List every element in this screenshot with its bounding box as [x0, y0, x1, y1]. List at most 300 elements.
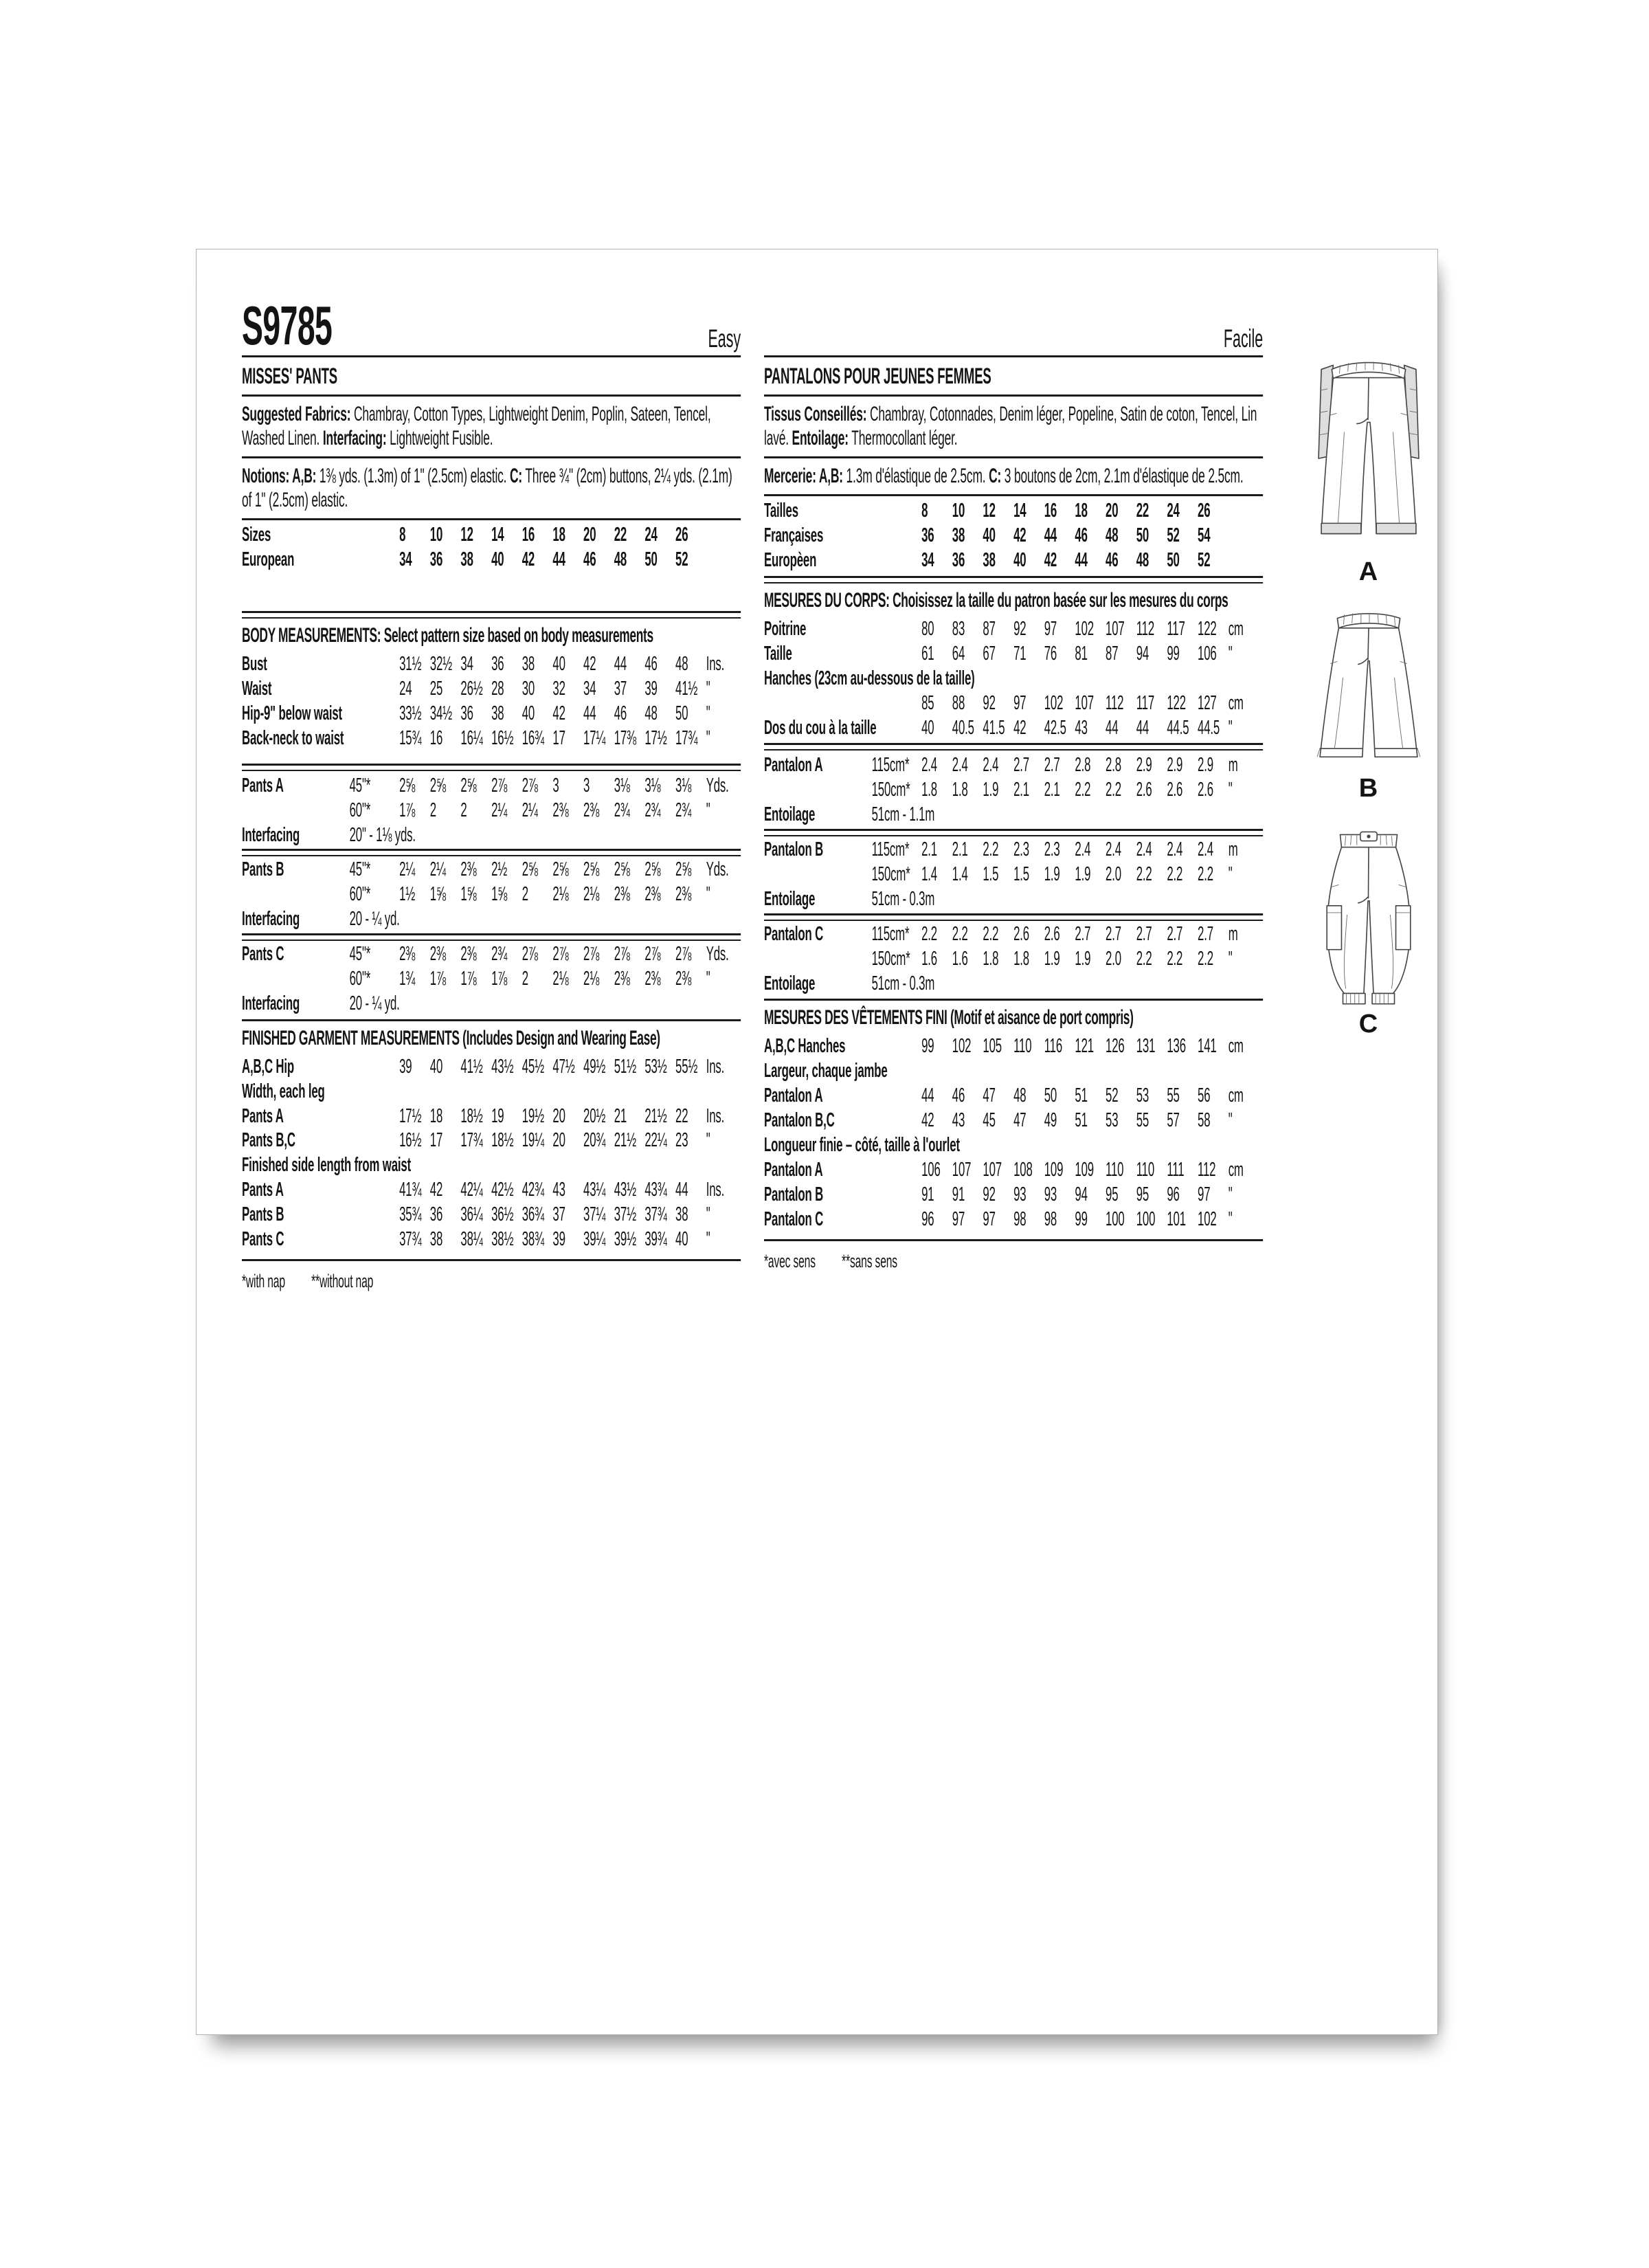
value-cell: 3⅛ — [614, 774, 630, 797]
value-cell: 17½ — [399, 1104, 422, 1127]
value-cell: 8 — [921, 500, 928, 522]
value-cell: 38 — [952, 524, 965, 547]
value-cell: 2.4 — [983, 754, 999, 777]
rule — [764, 999, 1263, 1001]
value-cell: 44.5 — [1198, 716, 1220, 739]
table-row — [764, 803, 1263, 827]
table-row — [242, 702, 741, 726]
value-cell: 38 — [491, 702, 504, 724]
value-cell: 2.4 — [1106, 838, 1121, 861]
value-cell: 2.8 — [1106, 754, 1121, 777]
value-cell: 2.7 — [1013, 754, 1029, 777]
value-cell: 34 — [583, 678, 596, 700]
row-label: Pantalon C — [764, 922, 824, 945]
value-cell: 97 — [952, 1208, 965, 1230]
value-cell: 112 — [1106, 691, 1124, 714]
value-cell: 1¾ — [399, 967, 416, 990]
row-label: Pantalon A — [764, 1085, 823, 1107]
value-cell: 1⅞ — [429, 967, 446, 990]
value-cell: 37 — [552, 1203, 565, 1226]
value-cell: 111 — [1167, 1158, 1185, 1181]
table-rule — [242, 933, 741, 941]
text: Chambray, Cotton Types, Lightweight Denim, Poplin, Sateen, Tencel, Washed Linen. — [242, 403, 711, 450]
value-cell: 1⅞ — [491, 967, 508, 990]
row-label: Sizes — [242, 524, 271, 546]
rule — [242, 394, 741, 397]
table-row — [764, 922, 1263, 947]
row-sublabel: 45"* — [349, 858, 371, 881]
value-cell: 109 — [1044, 1158, 1064, 1181]
title-en: MISSES' PANTS — [242, 364, 337, 388]
row-label: Width, each leg — [242, 1080, 325, 1102]
value-cell: 44 — [1044, 524, 1057, 547]
value-cell: 91 — [952, 1183, 965, 1205]
table-rule — [764, 829, 1263, 836]
english-column — [242, 291, 741, 1292]
value-cell: 102 — [1075, 617, 1094, 640]
value-cell: 2.2 — [983, 838, 999, 861]
value-cell: 16 — [429, 726, 443, 749]
table-row — [242, 799, 741, 823]
value-cell: 94 — [1136, 642, 1149, 665]
value-cell: 46 — [583, 548, 596, 571]
value-cell: 38 — [675, 1203, 688, 1226]
value-cell: 2⅜ — [675, 967, 692, 990]
value-cell: 12 — [460, 524, 473, 546]
value-cell: 2⅜ — [460, 943, 477, 966]
difficulty-label-en: Easy — [708, 324, 741, 353]
value-cell: 24 — [644, 524, 658, 546]
value-cell: 19 — [491, 1104, 504, 1127]
value-cell: 35¾ — [399, 1203, 422, 1226]
table-row — [764, 642, 1263, 667]
value-cell: 40 — [429, 1055, 443, 1078]
unit-cell: " — [706, 967, 710, 990]
value-cell: 25 — [429, 678, 443, 700]
value-cell: 105 — [983, 1035, 1002, 1058]
text: Three ¾" (2cm) buttons, 2¼ yds. (2.1m) of 1" (2.5cm) elastic. — [242, 465, 732, 512]
metrage-table — [764, 752, 1263, 997]
value-cell: 100 — [1136, 1208, 1156, 1230]
value-cell: 40 — [1013, 549, 1027, 572]
value-cell: 99 — [1075, 1208, 1088, 1230]
value-cell: 2.1 — [1013, 779, 1029, 801]
table-row — [242, 1055, 741, 1080]
table-row — [242, 1080, 741, 1104]
value-cell: 97 — [1198, 1183, 1211, 1205]
row-label: Pants B,C — [242, 1129, 295, 1152]
value-cell: 80 — [921, 617, 934, 640]
value-cell: 112 — [1198, 1158, 1216, 1181]
value-cell: 39 — [552, 1227, 565, 1250]
mesures-corps-heading: MESURES DU CORPS: Choisissez la taille du patron basée sur les mesures du corps — [764, 588, 1229, 612]
value-cell: 43½ — [491, 1055, 514, 1078]
value-cell: 38 — [521, 653, 535, 676]
unit-cell: " — [1228, 863, 1233, 885]
table-row — [242, 942, 741, 967]
french-column — [764, 291, 1263, 1272]
value-cell: 2⅝ — [429, 774, 446, 797]
value-cell: 92 — [983, 691, 996, 714]
value-cell: 2⅜ — [644, 883, 661, 906]
value-cell: 24 — [399, 678, 412, 700]
value-cell: 2.4 — [1167, 838, 1183, 861]
value-cell: 17¼ — [583, 726, 606, 749]
value-cell: 2.7 — [1198, 922, 1213, 945]
row-sublabel: 60"* — [349, 967, 371, 990]
value-cell: 2¾ — [644, 799, 661, 821]
value-cell: 2⅜ — [460, 858, 477, 881]
row-label: Interfacing — [242, 823, 300, 846]
rule — [242, 1019, 741, 1021]
value-cell: 16¼ — [460, 726, 483, 749]
value-cell: 2¼ — [491, 799, 508, 821]
value-cell: 50 — [644, 548, 658, 571]
value-cell: 53 — [1136, 1085, 1149, 1107]
value-cell: 2.7 — [1167, 922, 1183, 945]
unit-cell: " — [1228, 779, 1233, 801]
table-row — [242, 823, 741, 848]
table-row — [764, 1109, 1263, 1133]
value-cell: 48 — [614, 548, 627, 571]
row-sublabel: 60"* — [349, 883, 371, 906]
table-row — [764, 617, 1263, 642]
text: 3 boutons de 2cm, 2.1m d'élastique de 2.5cm. — [1001, 465, 1244, 488]
value-cell: 39 — [399, 1055, 412, 1078]
table-row — [764, 1208, 1263, 1232]
value-cell: 20 — [552, 1129, 565, 1152]
value-cell: 126 — [1106, 1035, 1125, 1058]
value-cell: 88 — [952, 691, 965, 714]
value-cell: 1.9 — [1075, 947, 1091, 970]
value-cell: 2.0 — [1106, 863, 1121, 885]
row-label: Hanches (23cm au-dessous de la taille) — [764, 667, 975, 689]
bold-text: C: — [989, 465, 1002, 488]
value-cell: 1.4 — [921, 863, 937, 885]
footnote-sans-sens: **sans sens — [842, 1250, 897, 1271]
table-row — [242, 907, 741, 932]
table-row — [242, 1129, 741, 1153]
value-cell: 117 — [1136, 691, 1155, 714]
row-label: Pants A — [242, 774, 284, 797]
value-cell: 3 — [552, 774, 559, 797]
value-cell: 44 — [1136, 716, 1149, 739]
value-cell: 2⅝ — [399, 774, 416, 797]
value-cell: 93 — [1044, 1183, 1057, 1205]
value-cell: 2.2 — [921, 922, 937, 945]
unit-cell: " — [1228, 642, 1233, 665]
view-b-label: B — [1358, 774, 1378, 803]
row-sublabel: 150cm* — [871, 947, 910, 970]
value-cell: 102 — [1044, 691, 1064, 714]
value-cell: 21 — [614, 1104, 627, 1127]
value-cell: 28 — [491, 678, 504, 700]
value-cell: 15¾ — [399, 726, 422, 749]
garment-views — [1288, 291, 1449, 1060]
value-cell: 16½ — [491, 726, 514, 749]
value-cell: 46 — [1106, 549, 1119, 572]
spacer — [242, 574, 741, 610]
row-label: A,B,C Hip — [242, 1055, 294, 1078]
value-cell: 26 — [675, 524, 688, 546]
value-cell: 2.3 — [1013, 838, 1029, 861]
value-cell: 39¾ — [644, 1227, 667, 1250]
unit-cell: " — [1228, 716, 1233, 739]
row-label: Entoilage — [764, 803, 816, 826]
value-cell: 1.8 — [1013, 947, 1029, 970]
row-label: Pants A — [242, 1179, 284, 1201]
unit-cell: " — [706, 799, 710, 821]
value-cell: 2½ — [491, 858, 508, 881]
value-cell: 97 — [1013, 691, 1027, 714]
value-cell: 37¾ — [644, 1203, 667, 1226]
value-cell: 2.4 — [1198, 838, 1213, 861]
value-cell: 26½ — [460, 678, 483, 700]
bold-text: Notions: A,B: — [242, 465, 317, 488]
value-cell: 20 — [1106, 500, 1119, 522]
value-cell: 12 — [983, 500, 996, 522]
row-label: Pantalon B,C — [764, 1109, 835, 1132]
value-cell: 91 — [921, 1183, 934, 1205]
value-cell: 3⅛ — [644, 774, 661, 797]
value-cell: 22 — [675, 1104, 688, 1127]
table-row — [242, 1203, 741, 1227]
value-cell: 2⅜ — [583, 799, 600, 821]
notions-text — [242, 460, 741, 517]
value-cell: 44 — [1075, 549, 1088, 572]
value-cell: 2.0 — [1106, 947, 1121, 970]
value-cell: 40.5 — [952, 716, 974, 739]
rule-double — [242, 764, 741, 771]
row-label: Hip-9" below waist — [242, 702, 342, 724]
table-row — [242, 1153, 741, 1178]
value-cell: 20½ — [583, 1104, 606, 1127]
value-cell: 47 — [1013, 1109, 1027, 1132]
table-row — [764, 838, 1263, 863]
bold-text: C: — [509, 465, 523, 488]
value-cell: 50 — [1167, 549, 1180, 572]
value-cell: 2⅛ — [583, 967, 600, 990]
value-cell: 2⅝ — [675, 858, 692, 881]
value-cell: 87 — [983, 617, 996, 640]
row-label: Back-neck to waist — [242, 726, 344, 749]
row-label: Pantalon C — [764, 1208, 824, 1230]
value-cell: 2.1 — [921, 838, 937, 861]
value-cell: 14 — [491, 524, 504, 546]
value-cell: 55 — [1136, 1109, 1149, 1132]
rule-double — [764, 576, 1263, 583]
value-cell: 2.2 — [1198, 863, 1213, 885]
value-cell: 1.6 — [921, 947, 937, 970]
value-cell: 18½ — [460, 1104, 483, 1127]
unit-cell: " — [706, 1129, 710, 1152]
value-cell: 40 — [552, 653, 565, 676]
value-cell: 94 — [1075, 1183, 1088, 1205]
value-cell: 58 — [1198, 1109, 1211, 1132]
value-cell: 43 — [952, 1109, 965, 1132]
english-header — [242, 291, 741, 357]
row-sublabel: 45"* — [349, 943, 371, 966]
row-text: 51cm - 1.1m — [871, 803, 935, 826]
value-cell: 2.4 — [921, 754, 937, 777]
rule — [764, 394, 1263, 397]
table-row — [242, 774, 741, 799]
value-cell: 52 — [675, 548, 688, 571]
row-sublabel: 60"* — [349, 799, 371, 821]
value-cell: 37¼ — [583, 1203, 606, 1226]
value-cell: 21½ — [614, 1129, 636, 1152]
value-cell: 17⅜ — [614, 726, 636, 749]
value-cell: 102 — [1198, 1208, 1217, 1230]
value-cell: 36 — [491, 653, 504, 676]
value-cell: 34 — [399, 548, 412, 571]
value-cell: 42¾ — [521, 1179, 544, 1201]
text: Lightweight Fusible. — [386, 427, 493, 450]
pants-a-illustration — [1316, 348, 1421, 555]
value-cell: 116 — [1044, 1035, 1063, 1058]
row-label: Pants C — [242, 1227, 284, 1250]
value-cell: 136 — [1167, 1035, 1186, 1058]
value-cell: 2¾ — [675, 799, 692, 821]
value-cell: 41½ — [675, 678, 698, 700]
mercerie-text — [764, 460, 1263, 493]
table-row — [764, 1133, 1263, 1158]
row-label: Entoilage — [764, 887, 816, 910]
value-cell: 64 — [952, 642, 965, 665]
value-cell: 110 — [1013, 1035, 1032, 1058]
value-cell: 17 — [429, 1129, 443, 1152]
value-cell: 20 — [583, 524, 596, 546]
value-cell: 2⅝ — [460, 774, 477, 797]
value-cell: 1½ — [399, 883, 416, 906]
value-cell: 1.5 — [1013, 863, 1029, 885]
row-label: Bust — [242, 653, 267, 676]
table-row — [764, 524, 1263, 548]
value-cell: 2.2 — [1198, 947, 1213, 970]
value-cell: 34 — [460, 653, 473, 676]
value-cell: 1.9 — [1044, 863, 1060, 885]
body-measurements-table — [242, 651, 741, 753]
table-row — [764, 863, 1263, 887]
unit-cell: " — [1228, 1183, 1233, 1205]
value-cell: 52 — [1167, 524, 1180, 547]
row-text: 51cm - 0.3m — [871, 972, 935, 994]
table-row — [764, 887, 1263, 912]
value-cell: 2.7 — [1044, 754, 1060, 777]
body-measurements-heading: BODY MEASUREMENTS: Select pattern size based on body measurements — [242, 624, 653, 647]
table-rule — [764, 913, 1263, 921]
value-cell: 17¾ — [675, 726, 698, 749]
rule — [242, 1259, 741, 1261]
row-label: Pants C — [242, 943, 284, 966]
table-row — [764, 1183, 1263, 1208]
value-cell: 38 — [429, 1227, 443, 1250]
value-cell: 16½ — [399, 1129, 422, 1152]
value-cell: 2⅜ — [614, 967, 630, 990]
row-label: Pants A — [242, 1104, 284, 1127]
value-cell: 93 — [1013, 1183, 1027, 1205]
value-cell: 102 — [952, 1035, 972, 1058]
table-row — [764, 691, 1263, 716]
value-cell: 16 — [1044, 500, 1057, 522]
unit-cell: Ins. — [706, 1055, 725, 1078]
table-row — [764, 716, 1263, 741]
value-cell: 81 — [1075, 642, 1088, 665]
table-row — [764, 753, 1263, 778]
table-row — [764, 1084, 1263, 1109]
unit-cell: Yds. — [706, 774, 729, 797]
value-cell: 36 — [429, 548, 443, 571]
value-cell: 42 — [429, 1179, 443, 1201]
bold-text: Mercerie: A,B: — [764, 465, 843, 488]
value-cell: 96 — [1167, 1183, 1180, 1205]
row-label: Dos du cou à la taille — [764, 716, 877, 739]
value-cell: 2⅜ — [644, 967, 661, 990]
value-cell: 127 — [1198, 691, 1217, 714]
value-cell: 38¼ — [460, 1227, 483, 1250]
value-cell: 19½ — [521, 1104, 544, 1127]
value-cell: 20¾ — [583, 1129, 606, 1152]
value-cell: 36 — [952, 549, 965, 572]
value-cell: 43 — [552, 1179, 565, 1201]
value-cell: 2⅞ — [521, 774, 538, 797]
value-cell: 51 — [1075, 1085, 1088, 1107]
table-row — [242, 523, 741, 548]
table-row — [764, 947, 1263, 972]
value-cell: 2¼ — [521, 799, 538, 821]
value-cell: 37½ — [614, 1203, 636, 1226]
value-cell: 67 — [983, 642, 996, 665]
value-cell: 49 — [1044, 1109, 1057, 1132]
value-cell: 40 — [675, 1227, 688, 1250]
unit-cell: m — [1228, 754, 1238, 777]
value-cell: 2.7 — [1106, 922, 1121, 945]
value-cell: 2.2 — [1136, 863, 1152, 885]
value-cell: 36¾ — [521, 1203, 544, 1226]
value-cell: 97 — [983, 1208, 996, 1230]
value-cell: 38 — [460, 548, 473, 571]
value-cell: 98 — [1013, 1208, 1027, 1230]
value-cell: 83 — [952, 617, 965, 640]
value-cell: 39½ — [614, 1227, 636, 1250]
value-cell: 1.9 — [1044, 947, 1060, 970]
view-a — [1316, 348, 1421, 587]
unit-cell: " — [706, 883, 710, 906]
value-cell: 2.4 — [1075, 838, 1091, 861]
value-cell: 2¾ — [614, 799, 630, 821]
value-cell: 108 — [1013, 1158, 1033, 1181]
value-cell: 43½ — [614, 1179, 636, 1201]
value-cell: 92 — [1013, 617, 1027, 640]
table-row — [242, 548, 741, 572]
value-cell: 1⅞ — [460, 967, 477, 990]
value-cell: 2⅛ — [552, 967, 569, 990]
value-cell: 50 — [675, 702, 688, 724]
unit-cell: cm — [1228, 1158, 1244, 1181]
value-cell: 99 — [1167, 642, 1180, 665]
value-cell: 76 — [1044, 642, 1057, 665]
value-cell: 2⅞ — [644, 943, 661, 966]
rule-double — [764, 743, 1263, 751]
value-cell: 16¾ — [521, 726, 544, 749]
value-cell: 55 — [1167, 1085, 1180, 1107]
text: 1.3m d'élastique de 2.5cm. — [842, 465, 989, 488]
footnote-with-nap: *with nap — [242, 1270, 285, 1291]
value-cell: 121 — [1075, 1035, 1094, 1058]
value-cell: 14 — [1013, 500, 1027, 522]
yardage-table — [242, 772, 741, 1018]
value-cell: 2.6 — [1136, 779, 1152, 801]
